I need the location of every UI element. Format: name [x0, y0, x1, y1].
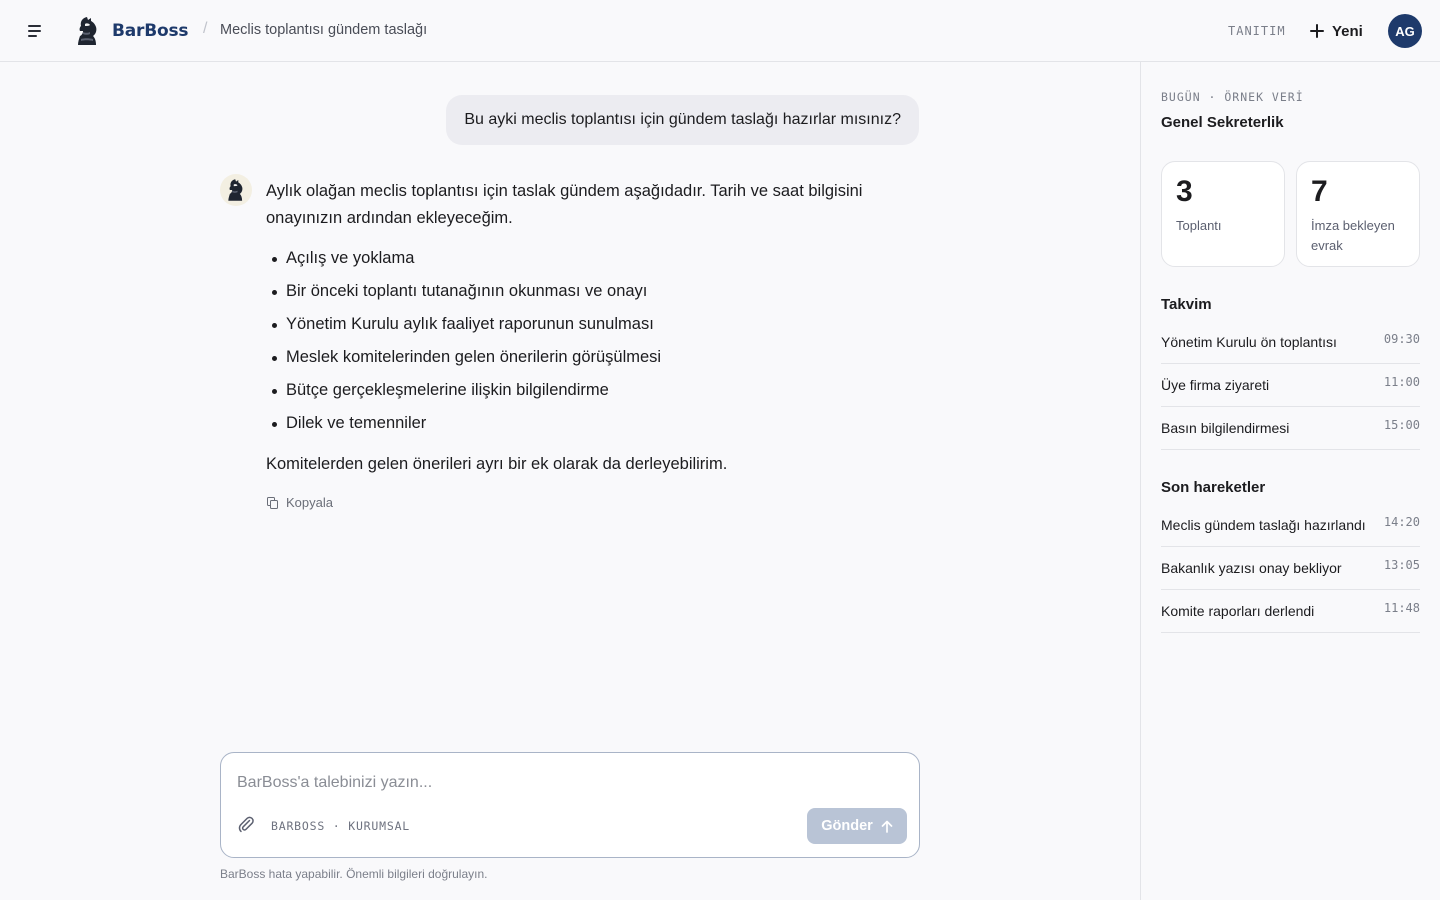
- panel-eyebrow: BUGÜN · ÖRNEK VERİ: [1161, 90, 1304, 104]
- demo-link[interactable]: TANITIM: [1228, 24, 1286, 38]
- stat-card-pending-documents[interactable]: [1296, 161, 1420, 267]
- send-button[interactable]: [807, 808, 907, 844]
- avatar[interactable]: AG: [1388, 14, 1422, 48]
- stat-value: 3: [1176, 175, 1193, 208]
- arrow-up-icon: [881, 820, 893, 833]
- copy-button[interactable]: [266, 492, 333, 512]
- activity-item-label: Meclis gündem taslağı hazırlandı: [1161, 517, 1366, 533]
- agenda-list: [266, 245, 926, 437]
- new-chat-button[interactable]: [1310, 18, 1363, 44]
- activity-item[interactable]: [1161, 504, 1420, 547]
- calendar-item-time: 09:30: [1383, 332, 1420, 346]
- agenda-item: Dilek ve temenniler: [266, 410, 926, 437]
- user-message: Bu ayki meclis toplantısı için gündem taslağı hazırlar mısınız?: [446, 95, 919, 145]
- calendar-title: Takvim: [1161, 296, 1212, 313]
- activity-item[interactable]: [1161, 590, 1420, 633]
- plus-icon: [1310, 24, 1324, 38]
- assistant-intro: Aylık olağan meclis toplantısı için taslak gündem aşağıdadır. Tarih ve saat bilgisini onayınızın ardından ekleyeceğim.: [266, 182, 863, 227]
- calendar-item-label: Üye firma ziyareti: [1161, 377, 1270, 393]
- brand-home-link[interactable]: [74, 13, 188, 49]
- breadcrumb-separator: /: [203, 20, 208, 37]
- send-label: Gönder: [821, 818, 873, 834]
- activity-item-label: Bakanlık yazısı onay bekliyor: [1161, 560, 1342, 576]
- stat-value: 7: [1311, 175, 1328, 208]
- copy-label: Kopyala: [286, 494, 333, 510]
- activity-item-time: 14:20: [1383, 515, 1420, 529]
- calendar-item[interactable]: [1161, 321, 1420, 364]
- assistant-outro: Komitelerden gelen önerileri ayrı bir ek olarak da derleyebilirim.: [266, 455, 728, 473]
- calendar-item[interactable]: [1161, 407, 1420, 450]
- agenda-item: Meslek komitelerinden gelen önerilerin görüşülmesi: [266, 344, 926, 371]
- activity-item-label: Komite raporları derlendi: [1161, 603, 1315, 619]
- calendar-item-time: 11:00: [1383, 375, 1420, 389]
- knight-logo-icon: [74, 14, 102, 48]
- stat-label: Toplantı: [1176, 218, 1222, 233]
- activity-list: [1161, 504, 1420, 633]
- copy-icon: [266, 496, 279, 509]
- stat-card-meetings[interactable]: [1161, 161, 1285, 267]
- menu-icon[interactable]: [28, 19, 50, 43]
- agenda-item: Bütçe gerçekleşmelerine ilişkin bilgilendirme: [266, 377, 926, 404]
- new-chat-label: Yeni: [1332, 22, 1363, 40]
- calendar-item[interactable]: [1161, 364, 1420, 407]
- side-panel: [1140, 62, 1440, 900]
- activity-item[interactable]: [1161, 547, 1420, 590]
- calendar-item-label: Basın bilgilendirmesi: [1161, 420, 1290, 436]
- calendar-item-time: 15:00: [1383, 418, 1420, 432]
- disclaimer: BarBoss hata yapabilir. Önemli bilgileri doğrulayın.: [220, 867, 488, 881]
- activity-item-time: 11:48: [1383, 601, 1420, 615]
- calendar-list: [1161, 321, 1420, 450]
- composer: [220, 752, 920, 858]
- agenda-item: Bir önceki toplantı tutanağının okunması ve onayı: [266, 278, 926, 305]
- calendar-item-label: Yönetim Kurulu ön toplantısı: [1161, 334, 1337, 350]
- page-title: Meclis toplantısı gündem taslağı: [220, 22, 428, 38]
- assistant-message: [266, 178, 926, 478]
- assistant-avatar: [220, 174, 252, 206]
- top-bar: [0, 0, 1440, 62]
- knight-logo-icon: [225, 177, 247, 203]
- agenda-item: Yönetim Kurulu aylık faaliyet raporunun sunulması: [266, 311, 926, 338]
- activity-item-time: 13:05: [1383, 558, 1420, 572]
- panel-title: Genel Sekreterlik: [1161, 114, 1284, 131]
- activity-title: Son hareketler: [1161, 479, 1266, 496]
- brand-name: BarBoss: [112, 21, 189, 41]
- stat-label: İmza bekleyen evrak: [1311, 218, 1395, 253]
- agenda-item: Açılış ve yoklama: [266, 245, 926, 272]
- paperclip-icon[interactable]: [237, 815, 255, 833]
- message-input[interactable]: [237, 771, 897, 795]
- composer-meta: BARBOSS · KURUMSAL: [271, 819, 411, 833]
